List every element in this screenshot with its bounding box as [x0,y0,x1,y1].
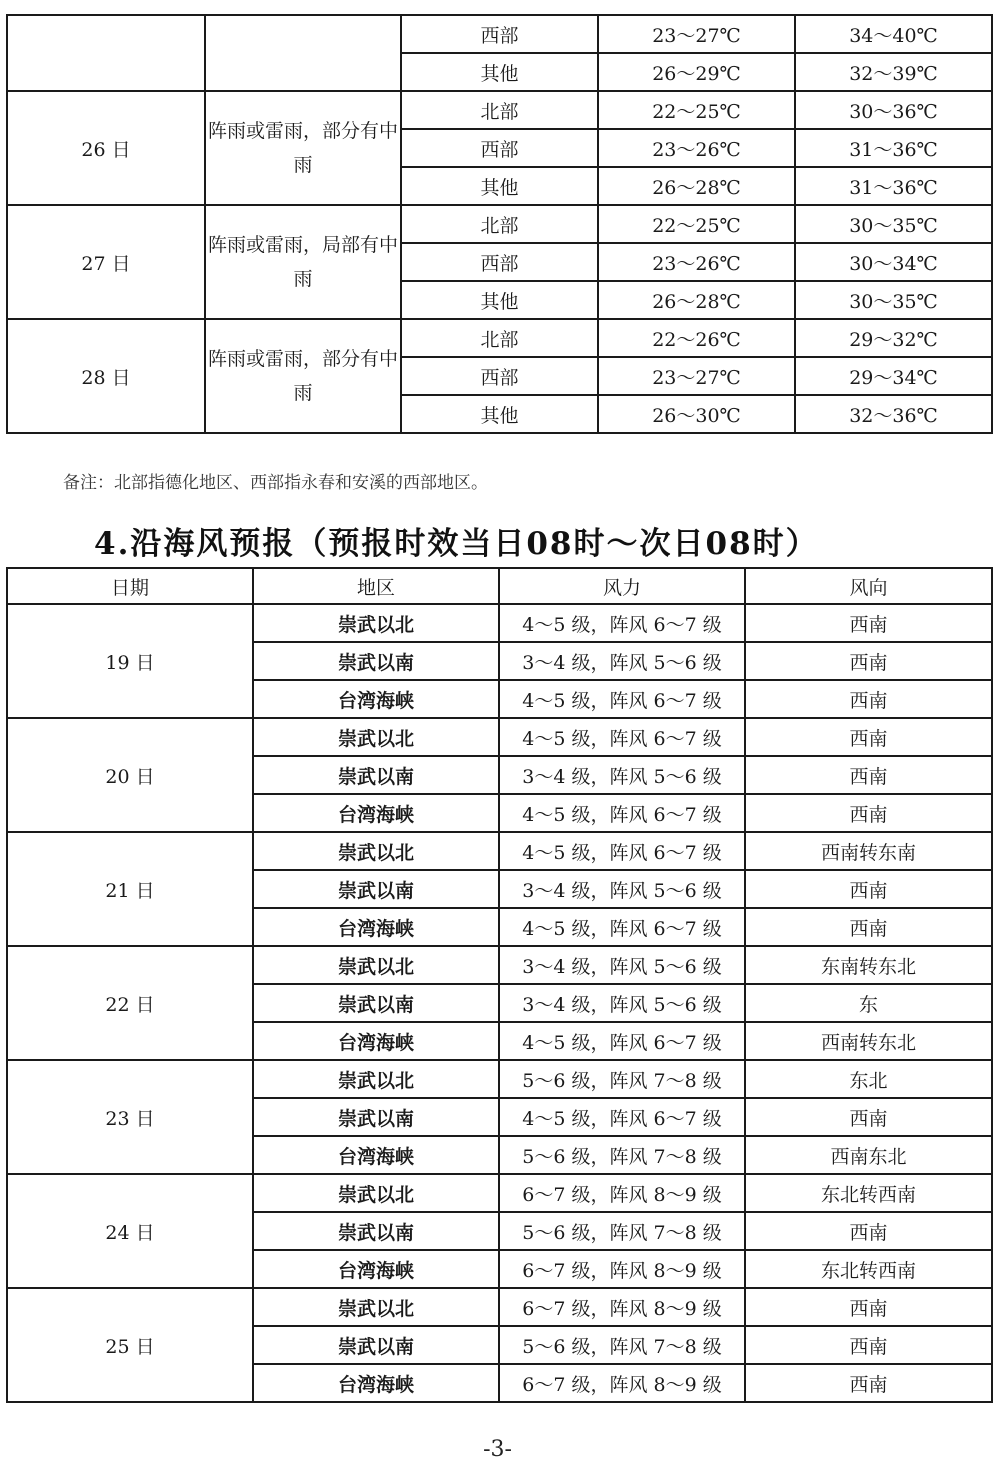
area-cell: 台湾海峡 [253,680,499,718]
max-temp-cell: 29～32℃ [795,319,992,357]
area-cell: 崇武以南 [253,870,499,908]
area-cell: 台湾海峡 [253,1364,499,1402]
region-cell: 西部 [401,357,598,395]
min-temp-cell: 22～26℃ [598,319,795,357]
date-cell: 24 日 [7,1174,253,1288]
direction-cell: 西南 [745,1326,992,1364]
weather-cell: 阵雨或雷雨，部分有中雨 [205,91,401,205]
direction-cell: 东北 [745,1060,992,1098]
region-cell: 北部 [401,319,598,357]
force-cell: 3～4 级，阵风 5～6 级 [499,870,745,908]
date-cell: 19 日 [7,604,253,718]
direction-cell: 西南 [745,1364,992,1402]
force-cell: 3～4 级，阵风 5～6 级 [499,642,745,680]
weather-cell: 阵雨或雷雨，局部有中雨 [205,205,401,319]
max-temp-cell: 31～36℃ [795,129,992,167]
force-cell: 3～4 级，阵风 5～6 级 [499,946,745,984]
table-row [7,15,992,53]
section-title: 4.沿海风预报（预报时效当日08时～次日08时） [94,526,819,562]
force-cell: 4～5 级，阵风 6～7 级 [499,832,745,870]
header-direction: 风向 [745,568,992,604]
min-temp-cell: 26～28℃ [598,281,795,319]
max-temp-cell: 34～40℃ [795,15,992,53]
date-cell: 25 日 [7,1288,253,1402]
force-cell: 5～6 级，阵风 7～8 级 [499,1136,745,1174]
direction-cell: 西南东北 [745,1136,992,1174]
wind-table-body [7,604,992,1402]
force-cell: 5～6 级，阵风 7～8 级 [499,1060,745,1098]
date-cell: 26 日 [7,91,205,205]
min-temp-cell: 23～26℃ [598,243,795,281]
direction-cell: 西南转东北 [745,1022,992,1060]
table-row [7,1288,992,1326]
force-cell: 6～7 级，阵风 8～9 级 [499,1288,745,1326]
force-cell: 6～7 级，阵风 8～9 级 [499,1364,745,1402]
area-cell: 崇武以北 [253,1060,499,1098]
date-cell: 28 日 [7,319,205,433]
force-cell: 6～7 级，阵风 8～9 级 [499,1174,745,1212]
direction-cell: 西南 [745,1288,992,1326]
region-cell: 其他 [401,167,598,205]
force-cell: 6～7 级，阵风 8～9 级 [499,1250,745,1288]
direction-cell: 西南 [745,642,992,680]
direction-cell: 东北转西南 [745,1250,992,1288]
weather-cell: 阵雨或雷雨，部分有中雨 [205,319,401,433]
header-area: 地区 [253,568,499,604]
max-temp-cell: 30～35℃ [795,281,992,319]
area-cell: 崇武以南 [253,984,499,1022]
table-row [7,1174,992,1212]
coastal-wind-forecast-table [6,567,993,1403]
direction-cell: 西南转东南 [745,832,992,870]
table-row [7,91,992,129]
max-temp-cell: 30～35℃ [795,205,992,243]
direction-cell: 西南 [745,1098,992,1136]
force-cell: 5～6 级，阵风 7～8 级 [499,1326,745,1364]
region-cell: 北部 [401,91,598,129]
max-temp-cell: 30～36℃ [795,91,992,129]
area-cell: 崇武以北 [253,832,499,870]
region-cell: 西部 [401,15,598,53]
date-cell: 20 日 [7,718,253,832]
force-cell: 4～5 级，阵风 6～7 级 [499,908,745,946]
direction-cell: 西南 [745,908,992,946]
force-cell: 4～5 级，阵风 6～7 级 [499,1022,745,1060]
direction-cell: 东南转东北 [745,946,992,984]
area-cell: 台湾海峡 [253,1250,499,1288]
area-cell: 崇武以南 [253,756,499,794]
area-cell: 崇武以北 [253,946,499,984]
region-cell: 西部 [401,129,598,167]
area-cell: 崇武以南 [253,1098,499,1136]
force-cell: 4～5 级，阵风 6～7 级 [499,794,745,832]
min-temp-cell: 26～28℃ [598,167,795,205]
area-cell: 台湾海峡 [253,1136,499,1174]
table-row [7,718,992,756]
direction-cell: 东北转西南 [745,1174,992,1212]
direction-cell: 西南 [745,756,992,794]
max-temp-cell: 32～36℃ [795,395,992,433]
direction-cell: 西南 [745,870,992,908]
force-cell: 4～5 级，阵风 6～7 级 [499,680,745,718]
page-number: -3- [483,1437,512,1462]
max-temp-cell: 30～34℃ [795,243,992,281]
area-cell: 台湾海峡 [253,908,499,946]
min-temp-cell: 22～25℃ [598,91,795,129]
temperature-forecast-table [6,14,993,434]
table-row [7,832,992,870]
region-cell: 其他 [401,395,598,433]
table-note: 备注：北部指德化地区、西部指永春和安溪的西部地区。 [63,473,488,493]
max-temp-cell: 32～39℃ [795,53,992,91]
table-row [7,604,992,642]
min-temp-cell: 22～25℃ [598,205,795,243]
date-cell: 23 日 [7,1060,253,1174]
direction-cell: 西南 [745,604,992,642]
area-cell: 崇武以北 [253,718,499,756]
date-cell: 21 日 [7,832,253,946]
header-date: 日期 [7,568,253,604]
min-temp-cell: 26～30℃ [598,395,795,433]
header-force: 风力 [499,568,745,604]
max-temp-cell: 31～36℃ [795,167,992,205]
area-cell: 崇武以南 [253,1326,499,1364]
max-temp-cell: 29～34℃ [795,357,992,395]
area-cell: 崇武以北 [253,1288,499,1326]
force-cell: 3～4 级，阵风 5～6 级 [499,984,745,1022]
date-cell [7,15,205,91]
direction-cell: 西南 [745,1212,992,1250]
area-cell: 崇武以北 [253,1174,499,1212]
table-header-row [7,568,992,604]
weather-cell [205,15,401,91]
min-temp-cell: 23～27℃ [598,357,795,395]
direction-cell: 西南 [745,794,992,832]
force-cell: 4～5 级，阵风 6～7 级 [499,1098,745,1136]
force-cell: 5～6 级，阵风 7～8 级 [499,1212,745,1250]
region-cell: 其他 [401,281,598,319]
min-temp-cell: 26～29℃ [598,53,795,91]
region-cell: 其他 [401,53,598,91]
area-cell: 崇武以南 [253,1212,499,1250]
direction-cell: 西南 [745,718,992,756]
table-row [7,1060,992,1098]
area-cell: 崇武以北 [253,604,499,642]
force-cell: 3～4 级，阵风 5～6 级 [499,756,745,794]
force-cell: 4～5 级，阵风 6～7 级 [499,718,745,756]
area-cell: 崇武以南 [253,642,499,680]
table-row [7,319,992,357]
area-cell: 台湾海峡 [253,794,499,832]
region-cell: 西部 [401,243,598,281]
date-cell: 27 日 [7,205,205,319]
region-cell: 北部 [401,205,598,243]
table-row [7,946,992,984]
table-row [7,205,992,243]
area-cell: 台湾海峡 [253,1022,499,1060]
force-cell: 4～5 级，阵风 6～7 级 [499,604,745,642]
direction-cell: 东 [745,984,992,1022]
direction-cell: 西南 [745,680,992,718]
min-temp-cell: 23～26℃ [598,129,795,167]
date-cell: 22 日 [7,946,253,1060]
min-temp-cell: 23～27℃ [598,15,795,53]
